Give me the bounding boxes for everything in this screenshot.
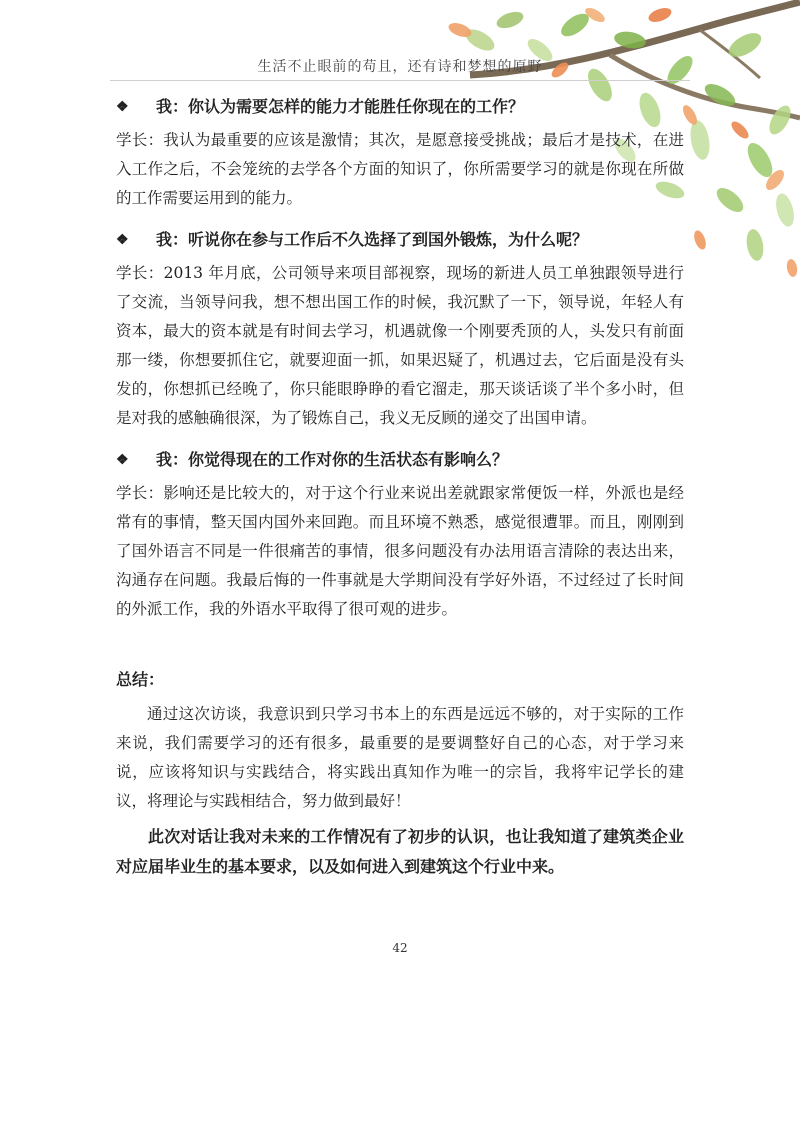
page-number: 42 xyxy=(392,941,408,955)
content-body xyxy=(116,92,684,882)
diamond-bullet-icon: ❖ xyxy=(116,232,129,248)
question-text: 我：你觉得现在的工作对你的生活状态有影响么？ xyxy=(156,450,509,469)
summary-title: 总结： xyxy=(116,670,165,689)
question-text: 我：听说你在参与工作后不久选择了到国外锻炼，为什么呢？ xyxy=(156,230,589,249)
summary-conclusion: 此次对话让我对未来的工作情况有了初步的认识，也让我知道了建筑类企业对应届毕业生的基本要求，以及如何进入到建筑这个行业中来。 xyxy=(116,827,684,876)
page-header: 生活不止眼前的苟且，还有诗和梦想的原野 xyxy=(257,59,543,75)
answer-2: 学长：2013 年月底，公司领导来项目部视察，现场的新进人员工单独跟领导进行了交流，当领导问我，想不想出国工作的时候，我沉默了一下，领导说，年轻人有资本，最大的资本就是有时间去学习，机遇就像一个刚要秃顶的人，头发只有前面那一缕，你想要抓住它，就要迎面一抓，如果迟疑了，机遇过去，它后面是没有头发的，你想抓已经晚了，你只能眼睁睁的看它溜走，那天谈话谈了半个多小时，但是对我的感触确很深，为了锻炼自己，我义无反顾的递交了出国申请。 xyxy=(116,264,684,427)
header-divider xyxy=(110,80,690,81)
summary-paragraph: 通过这次访谈，我意识到只学习书本上的东西是远远不够的，对于实际的工作来说，我们需要学习的还有很多，最重要的是要调整好自己的心态，对于学习来说，应该将知识与实践结合，将实践出真知作为唯一的宗旨，我将牢记学长的建议，将理论与实践相结合，努力做到最好！ xyxy=(116,705,684,810)
question-text: 我：你认为需要怎样的能力才能胜任你现在的工作？ xyxy=(156,97,525,116)
question-1 xyxy=(116,92,684,122)
diamond-bullet-icon: ❖ xyxy=(116,99,129,115)
answer-1: 学长：我认为最重要的应该是激情；其次，是愿意接受挑战；最后才是技术，在进入工作之后，不会笼统的去学各个方面的知识了，你所需要学习的就是你现在所做的工作需要运用到的能力。 xyxy=(116,131,684,207)
question-3 xyxy=(116,445,684,475)
diamond-bullet-icon: ❖ xyxy=(116,452,129,468)
question-2 xyxy=(116,225,684,255)
answer-3: 学长：影响还是比较大的，对于这个行业来说出差就跟家常便饭一样，外派也是经常有的事情，整天国内国外来回跑。而且环境不熟悉，感觉很遭罪。而且，刚刚到了国外语言不同是一件很痛苦的事情，很多问题没有办法用语言清除的表达出来，沟通存在问题。我最后悔的一件事就是大学期间没有学好外语，不过经过了长时间的外派工作，我的外语水平取得了很可观的进步。 xyxy=(116,484,684,618)
